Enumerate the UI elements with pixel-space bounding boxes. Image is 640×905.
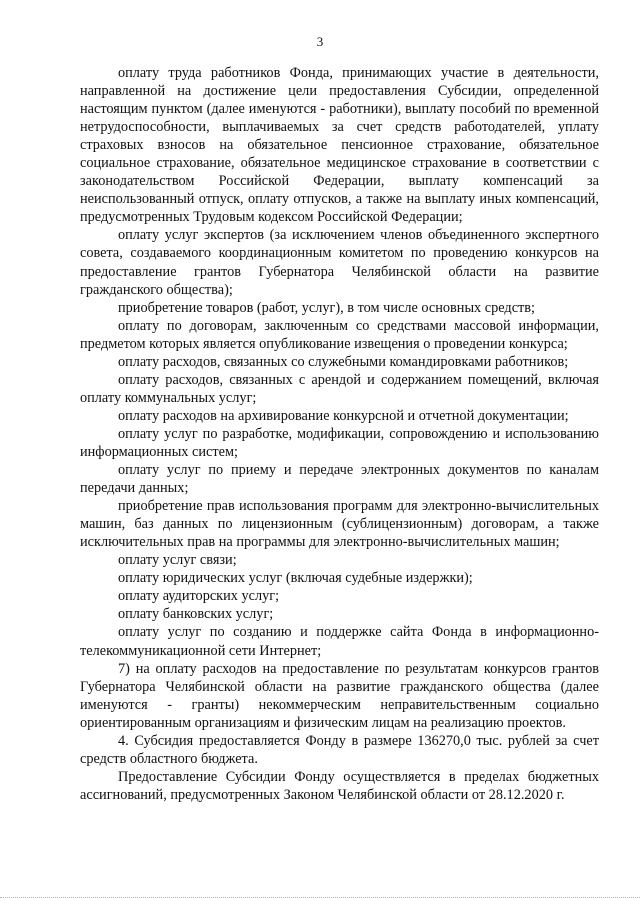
paragraph: приобретение прав использования программ для электронно-вычислительных машин, баз данных по лицензионным (сублицензионным) договорам, а также исключительных прав на программы для электронно-вычислительных машин;	[80, 498, 599, 551]
paragraph: оплату юридических услуг (включая судебные издержки);	[118, 570, 473, 587]
paragraph: оплату аудиторских услуг;	[118, 588, 280, 605]
paragraph: оплату услуг по приему и передаче электронных документов по каналам передачи данных;	[80, 462, 599, 497]
paragraph: оплату расходов на архивирование конкурсной и отчетной документации;	[118, 407, 569, 424]
page-number: 3	[316, 34, 324, 49]
paragraph: 7) на оплату расходов на предоставление по результатам конкурсов грантов Губернатора Челябинской области на развитие гражданского общества (далее именуются - гранты) некоммерческим неправительственным социально ориентированным организациям и физическим лицам на реализацию проектов.	[80, 660, 599, 731]
paragraph: оплату банковских услуг;	[118, 606, 274, 623]
paragraph: оплату по договорам, заключенным со средствами массовой информации, предметом которых является опубликование извещения о проведении конкурса;	[80, 317, 599, 352]
paragraph: оплату услуг связи;	[118, 552, 237, 569]
body-text	[80, 64, 599, 804]
paragraph: оплату расходов, связанных с арендой и содержанием помещений, включая оплату коммунальных услуг;	[80, 371, 599, 406]
paragraph: оплату расходов, связанных со служебными командировками работников;	[118, 353, 569, 370]
paragraph: оплату услуг экспертов (за исключением членов объединенного экспертного совета, создаваемого координационным комитетом по проведению конкурсов на предоставление грантов Губернатора Челябинской области на развитие гражданского общества);	[80, 227, 599, 298]
paragraph: 4. Субсидия предоставляется Фонду в размере 136270,0 тыс. рублей за счет средств областного бюджета.	[80, 732, 599, 767]
paragraph: оплату услуг по разработке, модификации, сопровождению и использованию информационных систем;	[80, 425, 599, 460]
scan-edge-line	[0, 897, 640, 902]
paragraph: оплату труда работников Фонда, принимающих участие в деятельности, направленной на достижение цели предоставления Субсидии, определенной настоящим пунктом (далее именуются - работники), выплату пособий по временной нетрудоспособности, выплачиваемых за счет средств работодателей, уплату страховых взносов на обязательное пенсионное страхование, обязательное социальное страхование, обязательное медицинское страхование в соответствии с законодательством Российской Федерации, выплату компенсаций за неиспользованный отпуск, оплату отпусков, а также на выплату иных компенсаций, предусмотренных Трудовым кодексом Российской Федерации;	[80, 65, 599, 226]
paragraph: Предоставление Субсидии Фонду осуществляется в пределах бюджетных ассигнований, предусмотренных Законом Челябинской области от 28.12.2020 г.	[80, 768, 599, 803]
paragraph: приобретение товаров (работ, услуг), в том числе основных средств;	[118, 299, 536, 316]
paragraph: оплату услуг по созданию и поддержке сайта Фонда в информационно-телекоммуникационной сети Интернет;	[80, 624, 599, 659]
